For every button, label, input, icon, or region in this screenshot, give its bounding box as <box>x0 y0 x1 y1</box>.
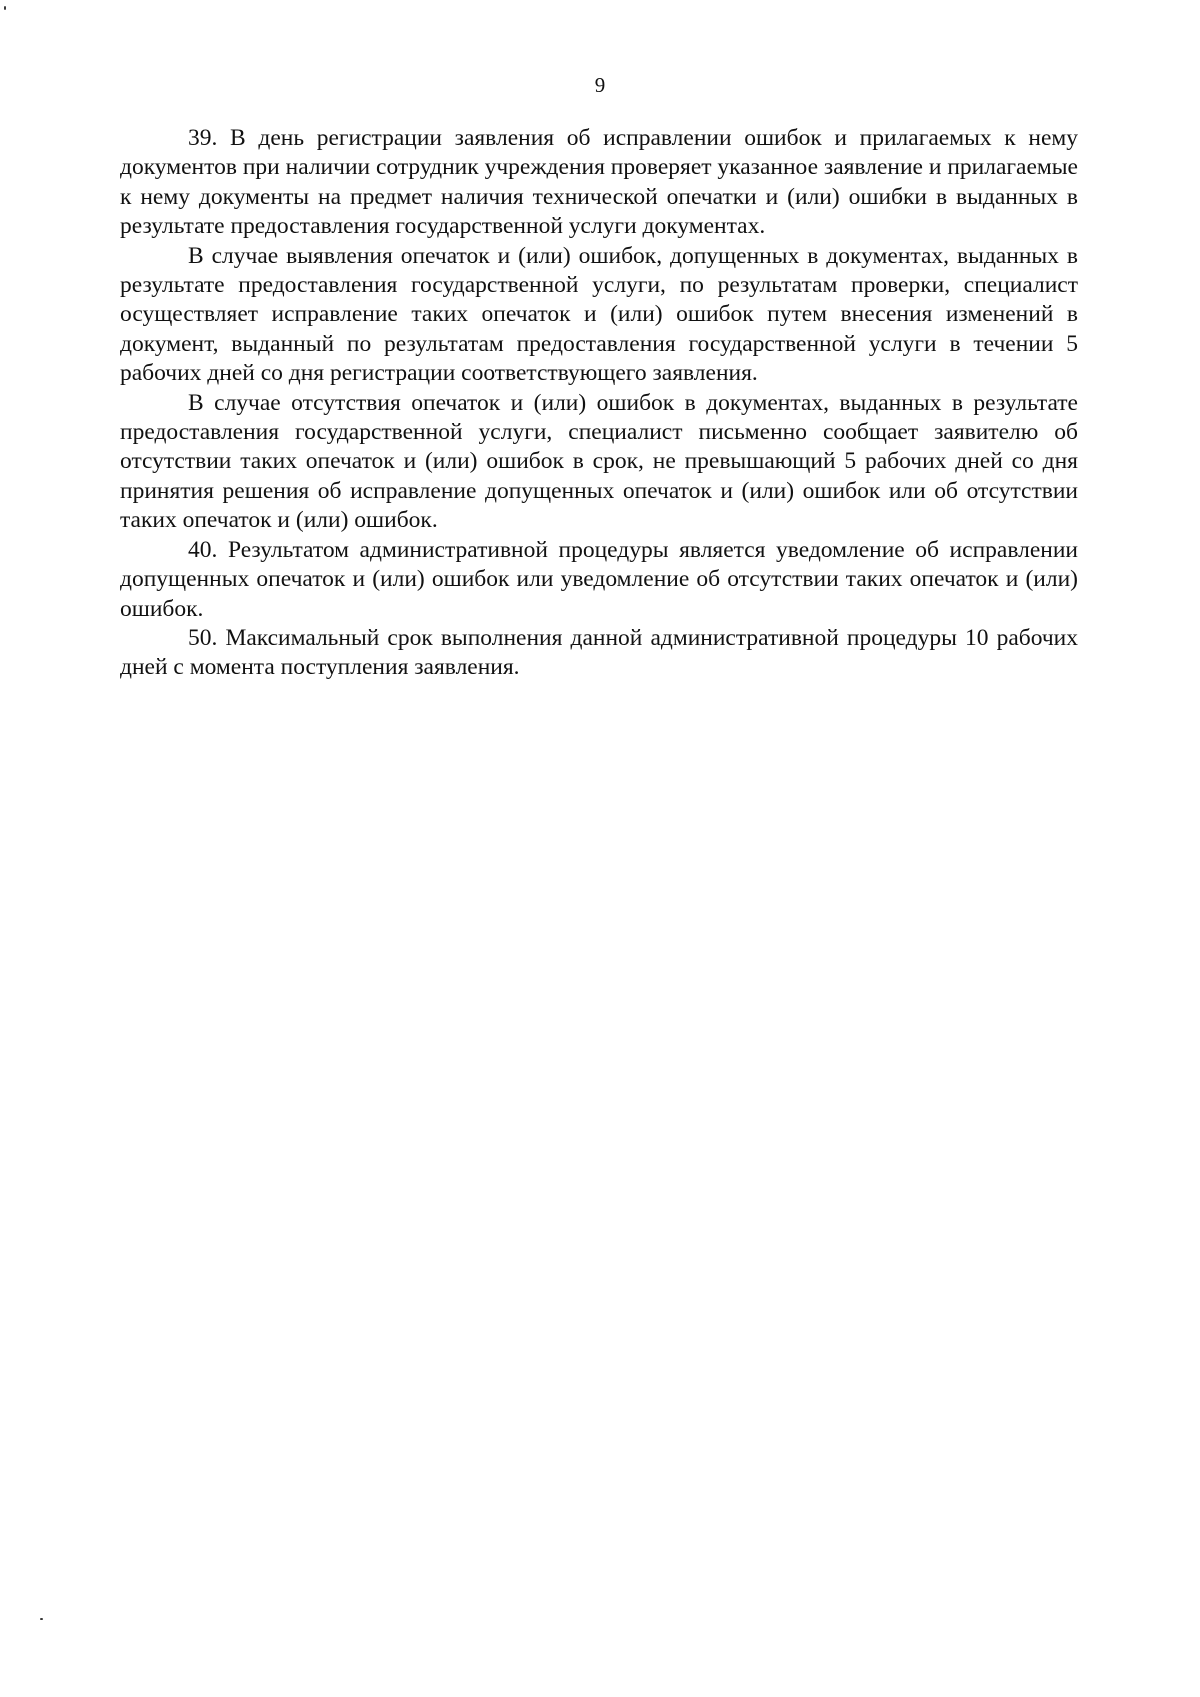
paragraph-item-40: 40. Результатом административной процедуры является уведомление об исправлении допущенных опечаток и (или) ошибок или уведомление об отсутствии таких опечаток и (или) ошибок. <box>120 536 1078 622</box>
paragraph-errors-found: В случае выявления опечаток и (или) ошибок, допущенных в документах, выданных в результате предоставления государственной услуги, по результатам проверки, специалист осуществляет исправление таких опечаток и (или) ошибок путем внесения изменений в документ, выданный по результатам предоставления государственной услуги в течении 5 рабочих дней со дня регистрации соответствующего заявления. <box>120 242 1078 387</box>
scan-speck <box>4 6 6 10</box>
page-number: 9 <box>594 73 606 97</box>
paragraph-item-39: 39. В день регистрации заявления об исправлении ошибок и прилагаемых к нему документов при наличии сотрудник учреждения проверяет указанное заявление и прилагаемые к нему документы на предмет наличия технической опечатки и (или) ошибки в выданных в результате предоставления государственной услуги документах. <box>120 125 1078 240</box>
scan-speck <box>40 1618 43 1620</box>
document-body <box>120 124 1078 683</box>
paragraph-item-50: 50. Максимальный срок выполнения данной административной процедуры 10 рабочих дней с момента поступления заявления. <box>120 624 1078 681</box>
paragraph-no-errors: В случае отсутствия опечаток и (или) ошибок в документах, выданных в результате предоставления государственной услуги, специалист письменно сообщает заявителю об отсутствии таких опечаток и (или) ошибок в срок, не превышающий 5 рабочих дней со дня принятия решения об исправление допущенных опечаток и (или) ошибок или об отсутствии таких опечаток и (или) ошибок. <box>120 389 1078 534</box>
